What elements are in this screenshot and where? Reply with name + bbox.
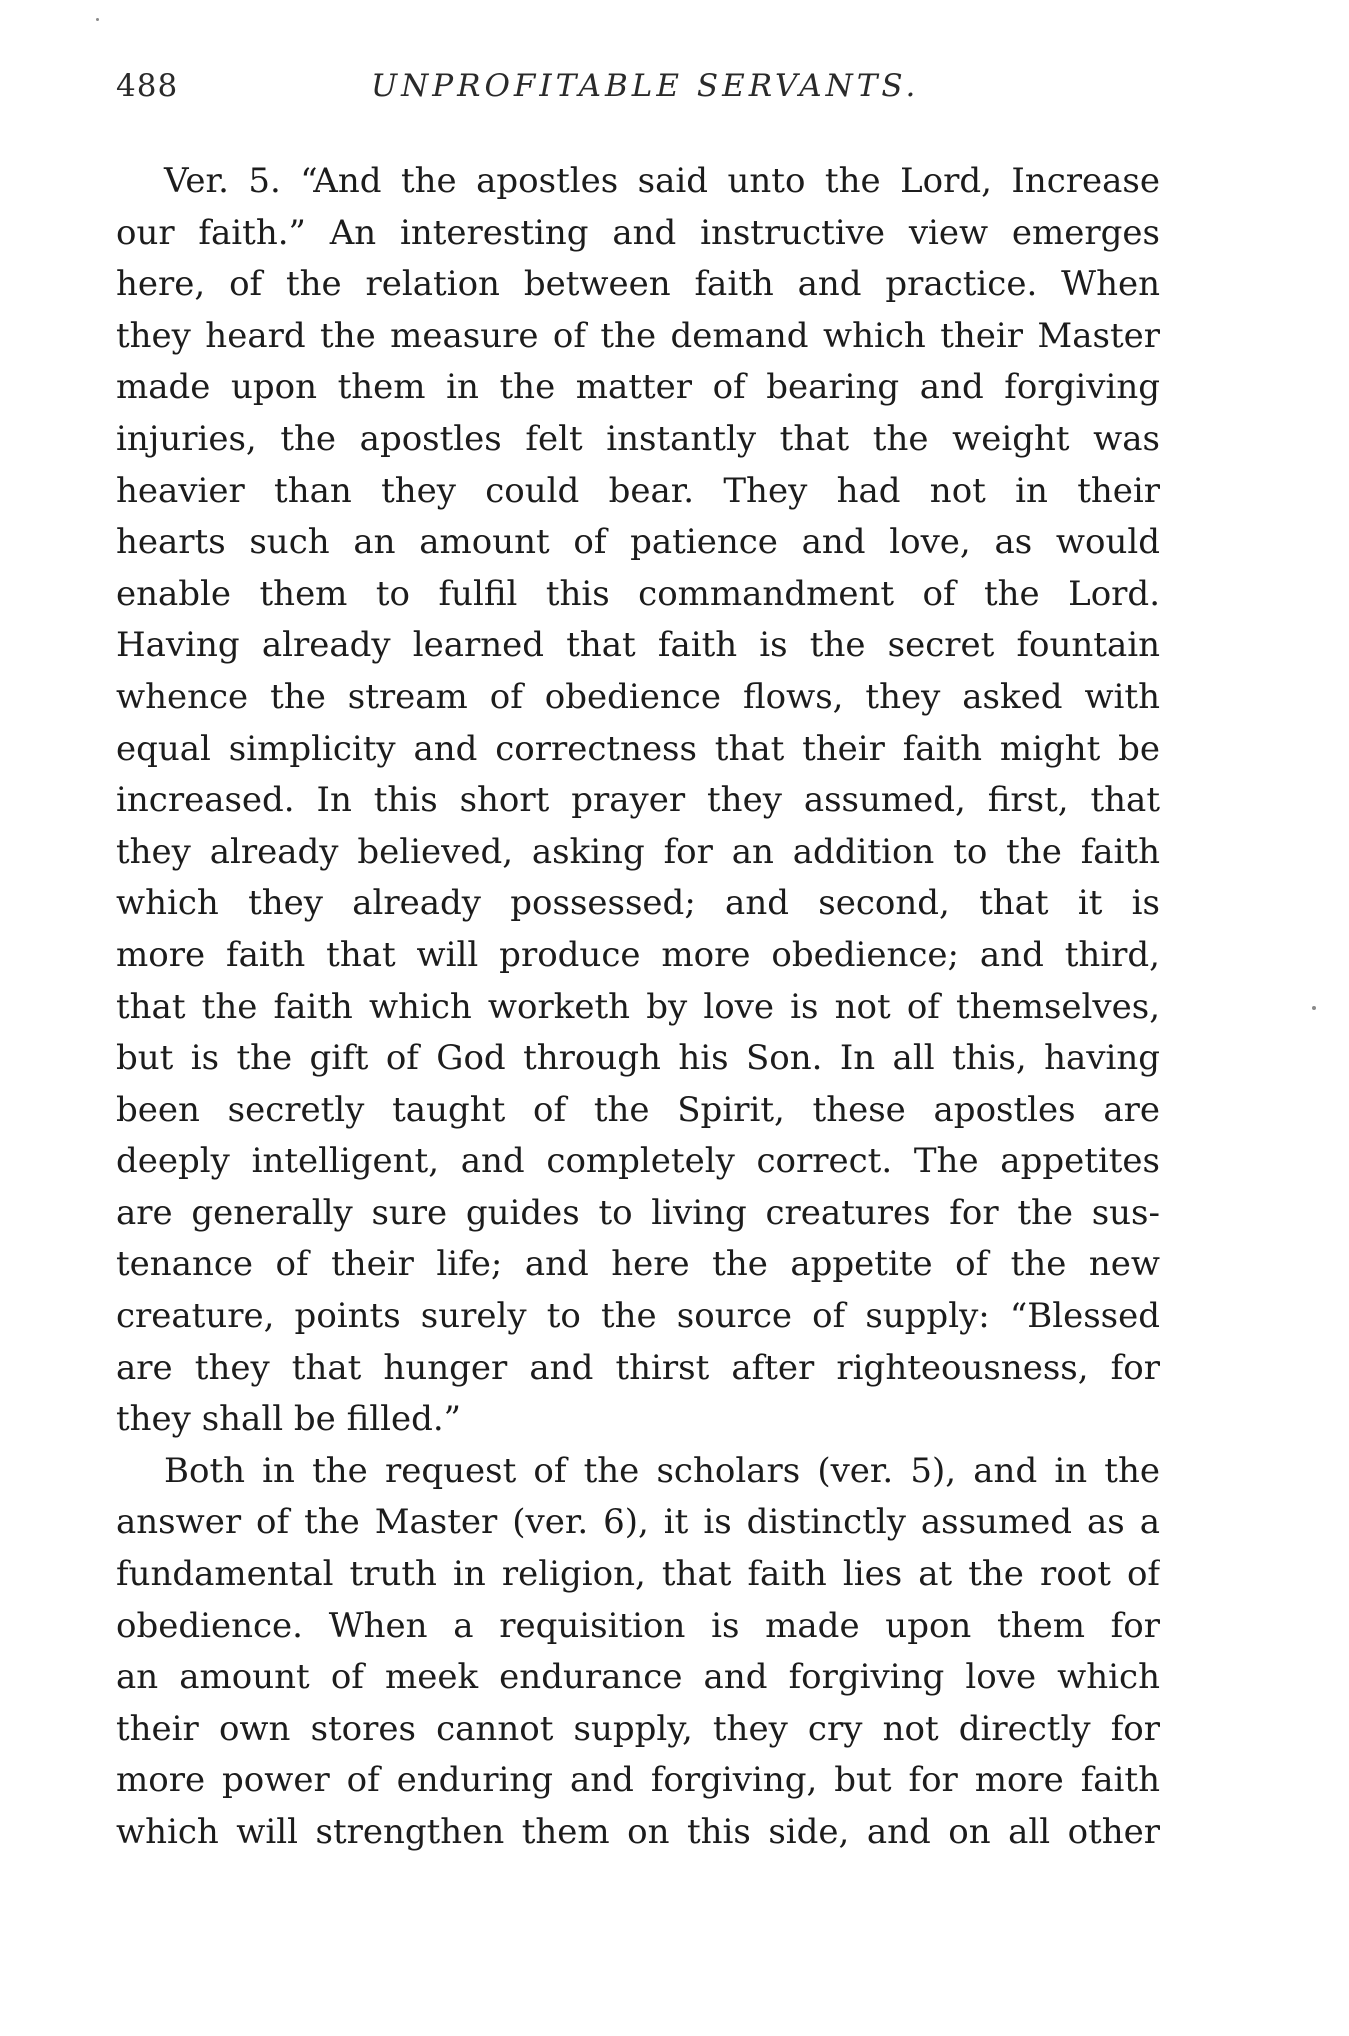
text-line: more power of enduring and forgiving, but for more faith <box>116 1760 1160 1801</box>
text-line: are they that hunger and thirst after righteousness, for <box>116 1347 1160 1388</box>
text-line: they shall be filled.” <box>116 1399 462 1440</box>
text-line: our faith.” An interesting and instructive view emerges <box>116 212 1160 253</box>
running-title: UNPROFITABLE SERVANTS. <box>371 68 920 104</box>
page-header <box>116 68 1156 128</box>
text-line: whence the stream of obedience flows, they asked with <box>116 676 1160 717</box>
text-line: that the faith which worketh by love is not of themselves, <box>116 986 1160 1027</box>
text-line: answer of the Master (ver. 6), it is distinctly assumed as a <box>116 1502 1160 1543</box>
text-line: enable them to fulfil this commandment of the Lord. <box>116 573 1160 614</box>
page-number: 488 <box>116 68 179 104</box>
text-line: increased. In this short prayer they assumed, first, that <box>116 780 1160 821</box>
text-line: their own stores cannot supply, they cry not directly for <box>116 1708 1160 1749</box>
text-line: injuries, the apostles felt instantly that the weight was <box>116 418 1160 459</box>
text-line: tenance of their life; and here the appetite of the new <box>116 1244 1160 1285</box>
text-line: they already believed, asking for an addition to the faith <box>116 831 1160 872</box>
text-line: Having already learned that faith is the secret fountain <box>116 625 1160 666</box>
text-line: heavier than they could bear. They had not in their <box>116 470 1160 511</box>
text-line: more faith that will produce more obedience; and third, <box>116 934 1160 975</box>
text-line: hearts such an amount of patience and love, as would <box>116 522 1160 563</box>
text-line: which will strengthen them on this side, and on all other <box>116 1812 1160 1852</box>
text-line: are generally sure guides to living creatures for the sus- <box>116 1192 1160 1233</box>
text-line: fundamental truth in religion, that faith lies at the root of <box>116 1554 1160 1595</box>
body-text <box>116 156 1160 1859</box>
text-line: they heard the measure of the demand which their Master <box>116 315 1160 356</box>
paragraph-ver-5 <box>116 156 1160 1446</box>
ink-speck <box>96 18 99 21</box>
paragraph-both-in-the-request <box>116 1446 1160 1859</box>
text-line: obedience. When a requisition is made upon them for <box>116 1605 1160 1646</box>
text-line: but is the gift of God through his Son. In all this, having <box>116 1038 1160 1079</box>
ink-speck <box>1312 1006 1316 1010</box>
text-line: Both in the request of the scholars (ver. 5), and in the <box>164 1450 1160 1491</box>
text-line: been secretly taught of the Spirit, these apostles are <box>116 1089 1160 1130</box>
text-line: an amount of meek endurance and forgiving love which <box>116 1657 1160 1698</box>
text-line: made upon them in the matter of bearing and forgiving <box>116 367 1160 408</box>
text-line: equal simplicity and correctness that their faith might be <box>116 728 1160 769</box>
text-line: Ver. 5. “And the apostles said unto the Lord, Increase <box>164 161 1160 201</box>
text-line: which they already possessed; and second, that it is <box>116 883 1160 924</box>
text-line: here, of the relation between faith and practice. When <box>116 264 1160 305</box>
text-line: deeply intelligent, and completely correct. The appetites <box>116 1141 1160 1182</box>
text-line: creature, points surely to the source of supply: “Blessed <box>116 1296 1160 1337</box>
